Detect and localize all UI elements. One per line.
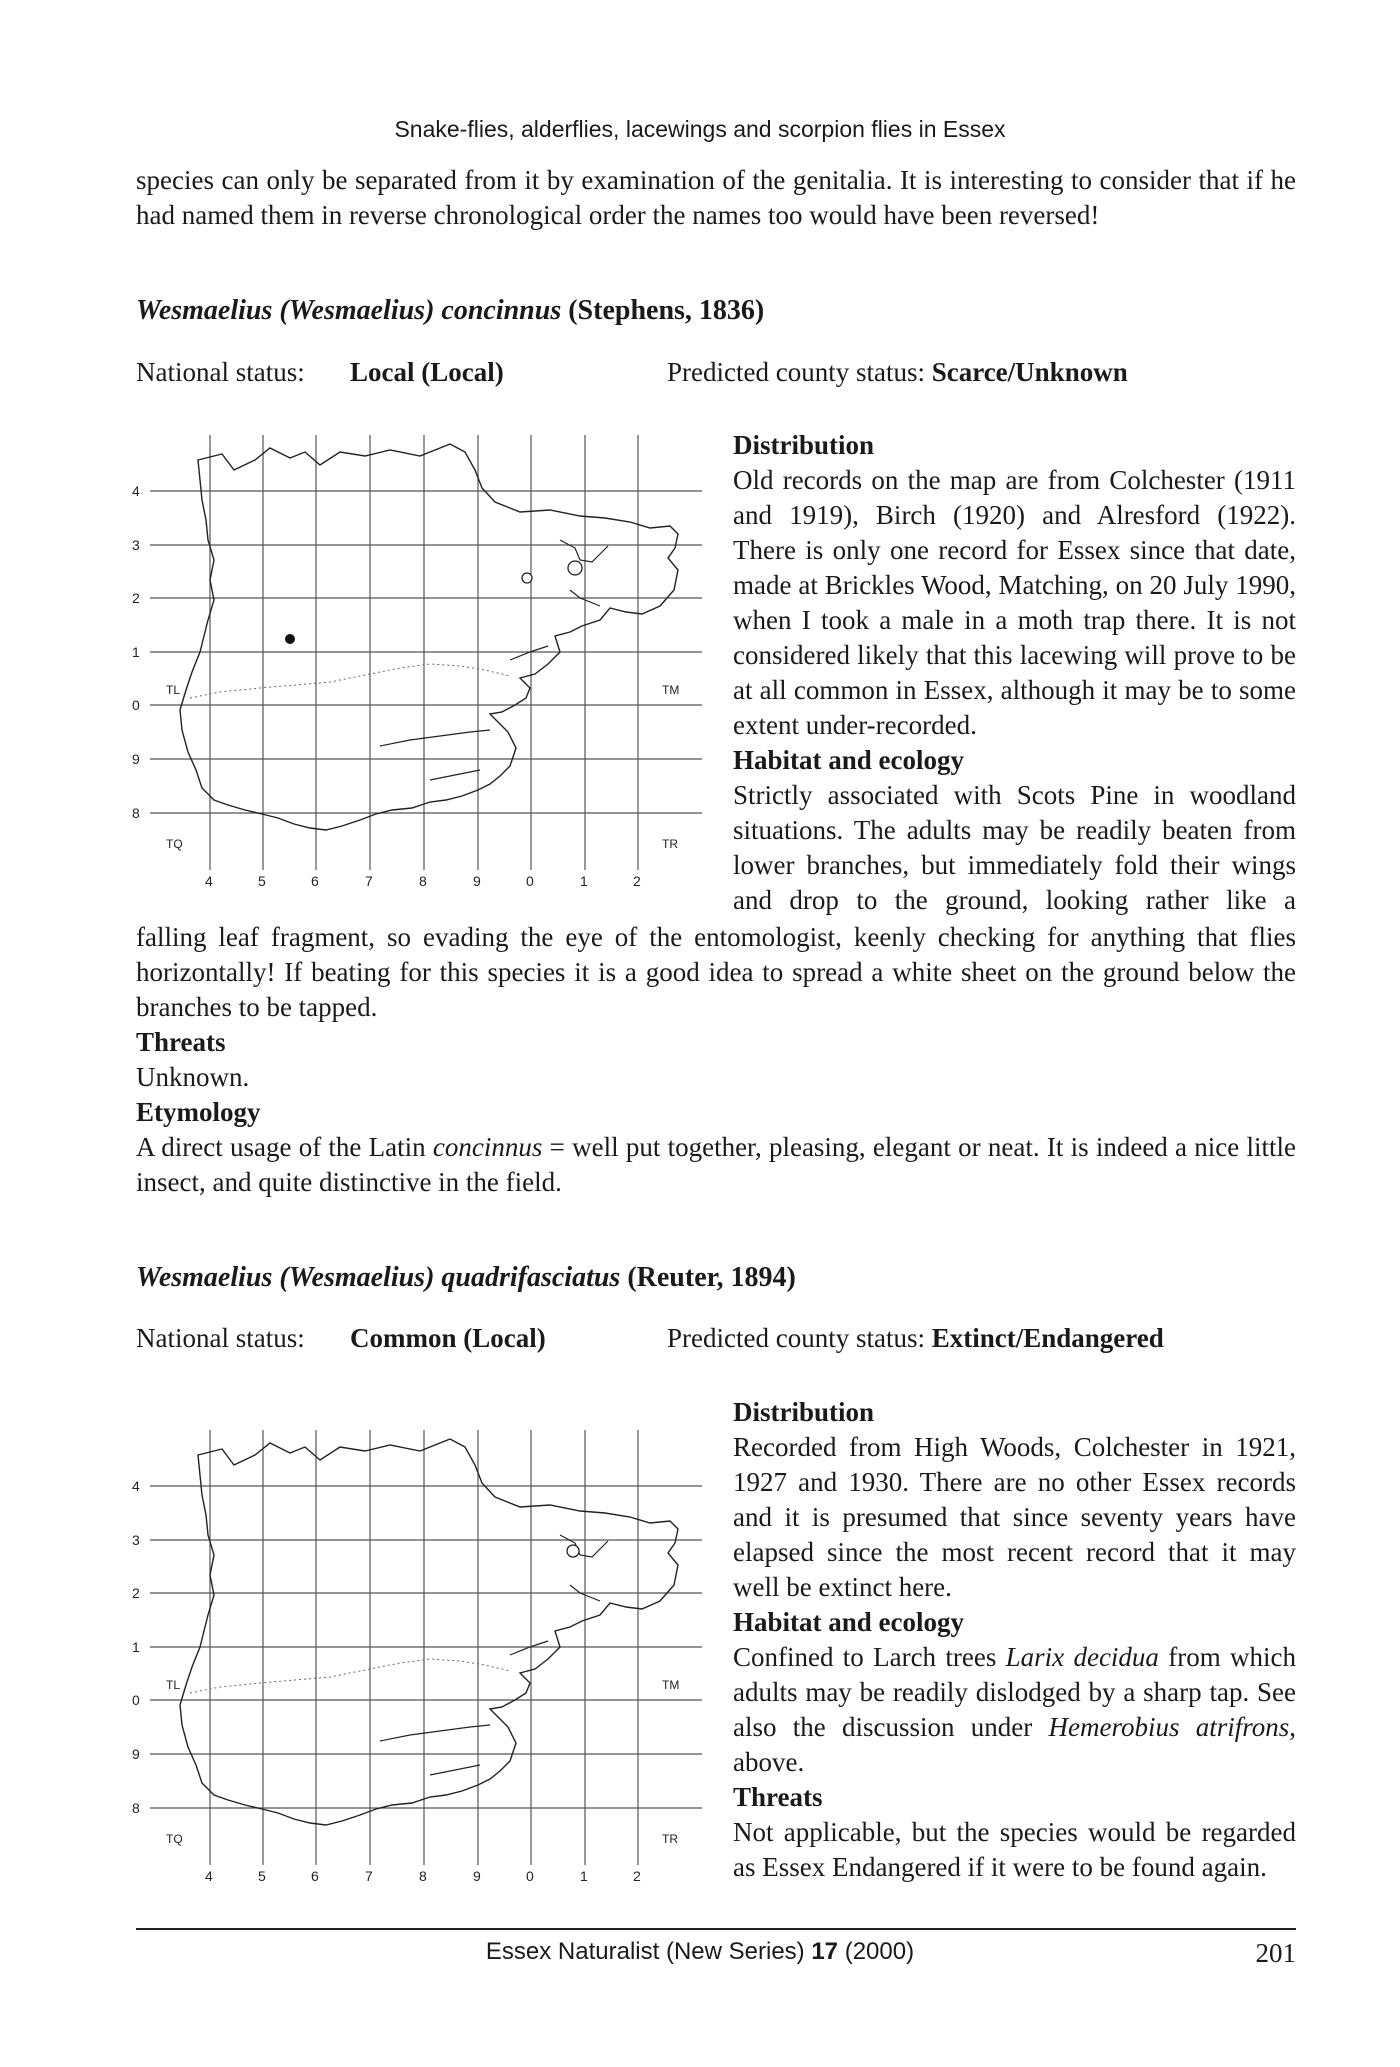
threats-heading-2: Threats — [733, 1782, 823, 1812]
national-status-label-1: National status: — [136, 357, 305, 387]
x-label: 4 — [205, 1868, 213, 1884]
distribution-heading-2: Distribution — [733, 1397, 875, 1427]
estuary-2 — [380, 1535, 608, 1775]
habitat-text-side-1: Strictly associated with Scots Pine in woodland situations. The adults may be readily beaten from lower branches, but immediately fold their wings and drop to the ground, looking rather like a — [733, 780, 1296, 915]
x-label: 1 — [580, 1868, 588, 1884]
threats-text-1: Unknown. — [136, 1062, 250, 1092]
county-boundary-1 — [190, 664, 510, 698]
y-label: 1 — [132, 644, 140, 660]
county-status-value-2: Extinct/Endangered — [931, 1323, 1164, 1353]
intro-paragraph: species can only be separated from it by examination of the genitalia. It is interesting to consider that if he had named them in reverse chronological order the names too would have been reversed! — [136, 165, 1296, 230]
x-label: 4 — [205, 873, 213, 889]
page-number: 201 — [1255, 1938, 1296, 1968]
distribution-text-1: Old records on the map are from Colchester (1911 and 1919), Birch (1920) and Alresford (1922). There is only one record for Essex since that date, made at Brickles Wood, Matching, on 20 July 1990, when I took a male in a moth trap there. It is not considered likely that this lacewing will prove to be at all common in Essex, although it may be to some extent under-recorded. — [733, 465, 1296, 740]
x-label: 8 — [419, 873, 427, 889]
old-record-marker — [568, 561, 582, 575]
x-label: 6 — [311, 873, 319, 889]
square-label: TQ — [166, 1832, 183, 1846]
y-label: 9 — [132, 1746, 140, 1762]
x-label: 5 — [258, 873, 266, 889]
species-title-2 — [136, 1262, 796, 1294]
map-svg-1 — [130, 430, 710, 890]
y-label: 1 — [132, 1639, 140, 1655]
x-label: 7 — [365, 1868, 373, 1884]
footer-volume: 17 — [811, 1938, 839, 1965]
side-text-2 — [733, 1395, 1296, 1885]
grid-lines-2 — [150, 1430, 702, 1865]
y-label: 9 — [132, 751, 140, 767]
y-label: 8 — [132, 1800, 140, 1816]
county-status-value-1: Scarce/Unknown — [931, 357, 1128, 387]
square-label: TL — [166, 683, 181, 697]
species-author-1: (Stephens, 1836) — [568, 295, 765, 326]
county-boundary-2 — [190, 1659, 510, 1693]
distribution-heading-1: Distribution — [733, 430, 875, 460]
species-name-1: Wesmaelius (Wesmaelius) concinnus — [136, 295, 562, 326]
habitat-text-2: Confined to Larch trees Larix decidua from which adults may be readily dislodged by a sharp tap. See also the discussion under Hemerobius atrifrons, above. — [733, 1642, 1297, 1777]
square-label: TR — [662, 1832, 678, 1846]
footer-journal: Essex Naturalist (New Series) 17 (2000) — [485, 1938, 915, 1965]
county-status-label-1: Predicted county status: — [667, 357, 925, 387]
estuary-1 — [380, 540, 608, 780]
national-status-value-2: Common (Local) — [350, 1323, 546, 1353]
threats-heading-1: Threats — [136, 1027, 226, 1057]
x-label: 8 — [419, 1868, 427, 1884]
old-record-marker — [522, 573, 532, 583]
y-label: 0 — [132, 697, 140, 713]
distribution-text-2: Recorded from High Woods, Colchester in 1921, 1927 and 1930. There are no other Essex records and it is presumed that since seventy years have elapsed since the most recent record that it may well be extinct here. — [733, 1432, 1296, 1602]
y-label: 3 — [132, 537, 140, 553]
habitat-heading-2: Habitat and ecology — [733, 1607, 965, 1637]
essex-outline-2 — [180, 1439, 678, 1825]
y-label: 8 — [132, 805, 140, 821]
species-author-2: (Reuter, 1894) — [627, 1262, 796, 1293]
x-label: 1 — [580, 873, 588, 889]
etymology-heading-1: Etymology — [136, 1097, 261, 1127]
x-label: 0 — [526, 873, 534, 889]
distribution-map-1 — [130, 430, 710, 890]
map-svg-2 — [130, 1425, 710, 1885]
y-label: 4 — [132, 1478, 140, 1494]
x-label: 6 — [311, 1868, 319, 1884]
side-text-1 — [733, 428, 1296, 918]
recent-record-marker — [285, 634, 295, 644]
habitat-heading-1: Habitat and ecology — [733, 745, 965, 775]
square-label: TM — [662, 683, 680, 697]
national-status-value-1: Local (Local) — [350, 357, 504, 387]
square-label: TR — [662, 837, 678, 851]
y-label: 2 — [132, 1585, 140, 1601]
habitat-text-full-1: falling leaf fragment, so evading the eye of the entomologist, keenly checking for anything that flies horizontally! If beating for this species it is a good idea to spread a white sheet on the ground below the branches to be tapped. — [136, 922, 1296, 1022]
species-title-1 — [136, 295, 764, 327]
county-status-label-2: Predicted county status: — [667, 1323, 925, 1353]
x-label: 0 — [526, 1868, 534, 1884]
essex-outline-1 — [180, 444, 678, 830]
x-label: 9 — [473, 873, 481, 889]
footer-rule — [136, 1928, 1296, 1930]
y-label: 2 — [132, 590, 140, 606]
grid-lines-1 — [150, 435, 702, 870]
y-label: 4 — [132, 483, 140, 499]
national-status-label-2: National status: — [136, 1323, 305, 1353]
threats-text-2: Not applicable, but the species would be regarded as Essex Endangered if it were to be found again. — [733, 1817, 1296, 1882]
square-label: TQ — [166, 837, 183, 851]
etymology-text-1: A direct usage of the Latin concinnus = well put together, pleasing, elegant or neat. It is indeed a nice little insect, and quite distinctive in the field. — [136, 1132, 1296, 1197]
y-label: 0 — [132, 1692, 140, 1708]
full-text-1 — [136, 920, 1296, 1200]
species-name-2: Wesmaelius (Wesmaelius) quadrifasciatus — [136, 1262, 621, 1293]
x-label: 5 — [258, 1868, 266, 1884]
x-label: 2 — [633, 1868, 641, 1884]
square-label: TM — [662, 1678, 680, 1692]
square-label: TL — [166, 1678, 181, 1692]
y-label: 3 — [132, 1532, 140, 1548]
running-head: Snake-flies, alderflies, lacewings and scorpion flies in Essex — [394, 116, 1006, 142]
old-record-marker — [567, 1545, 579, 1557]
x-label: 9 — [473, 1868, 481, 1884]
x-label: 7 — [365, 873, 373, 889]
distribution-map-2 — [130, 1425, 710, 1885]
x-label: 2 — [633, 873, 641, 889]
